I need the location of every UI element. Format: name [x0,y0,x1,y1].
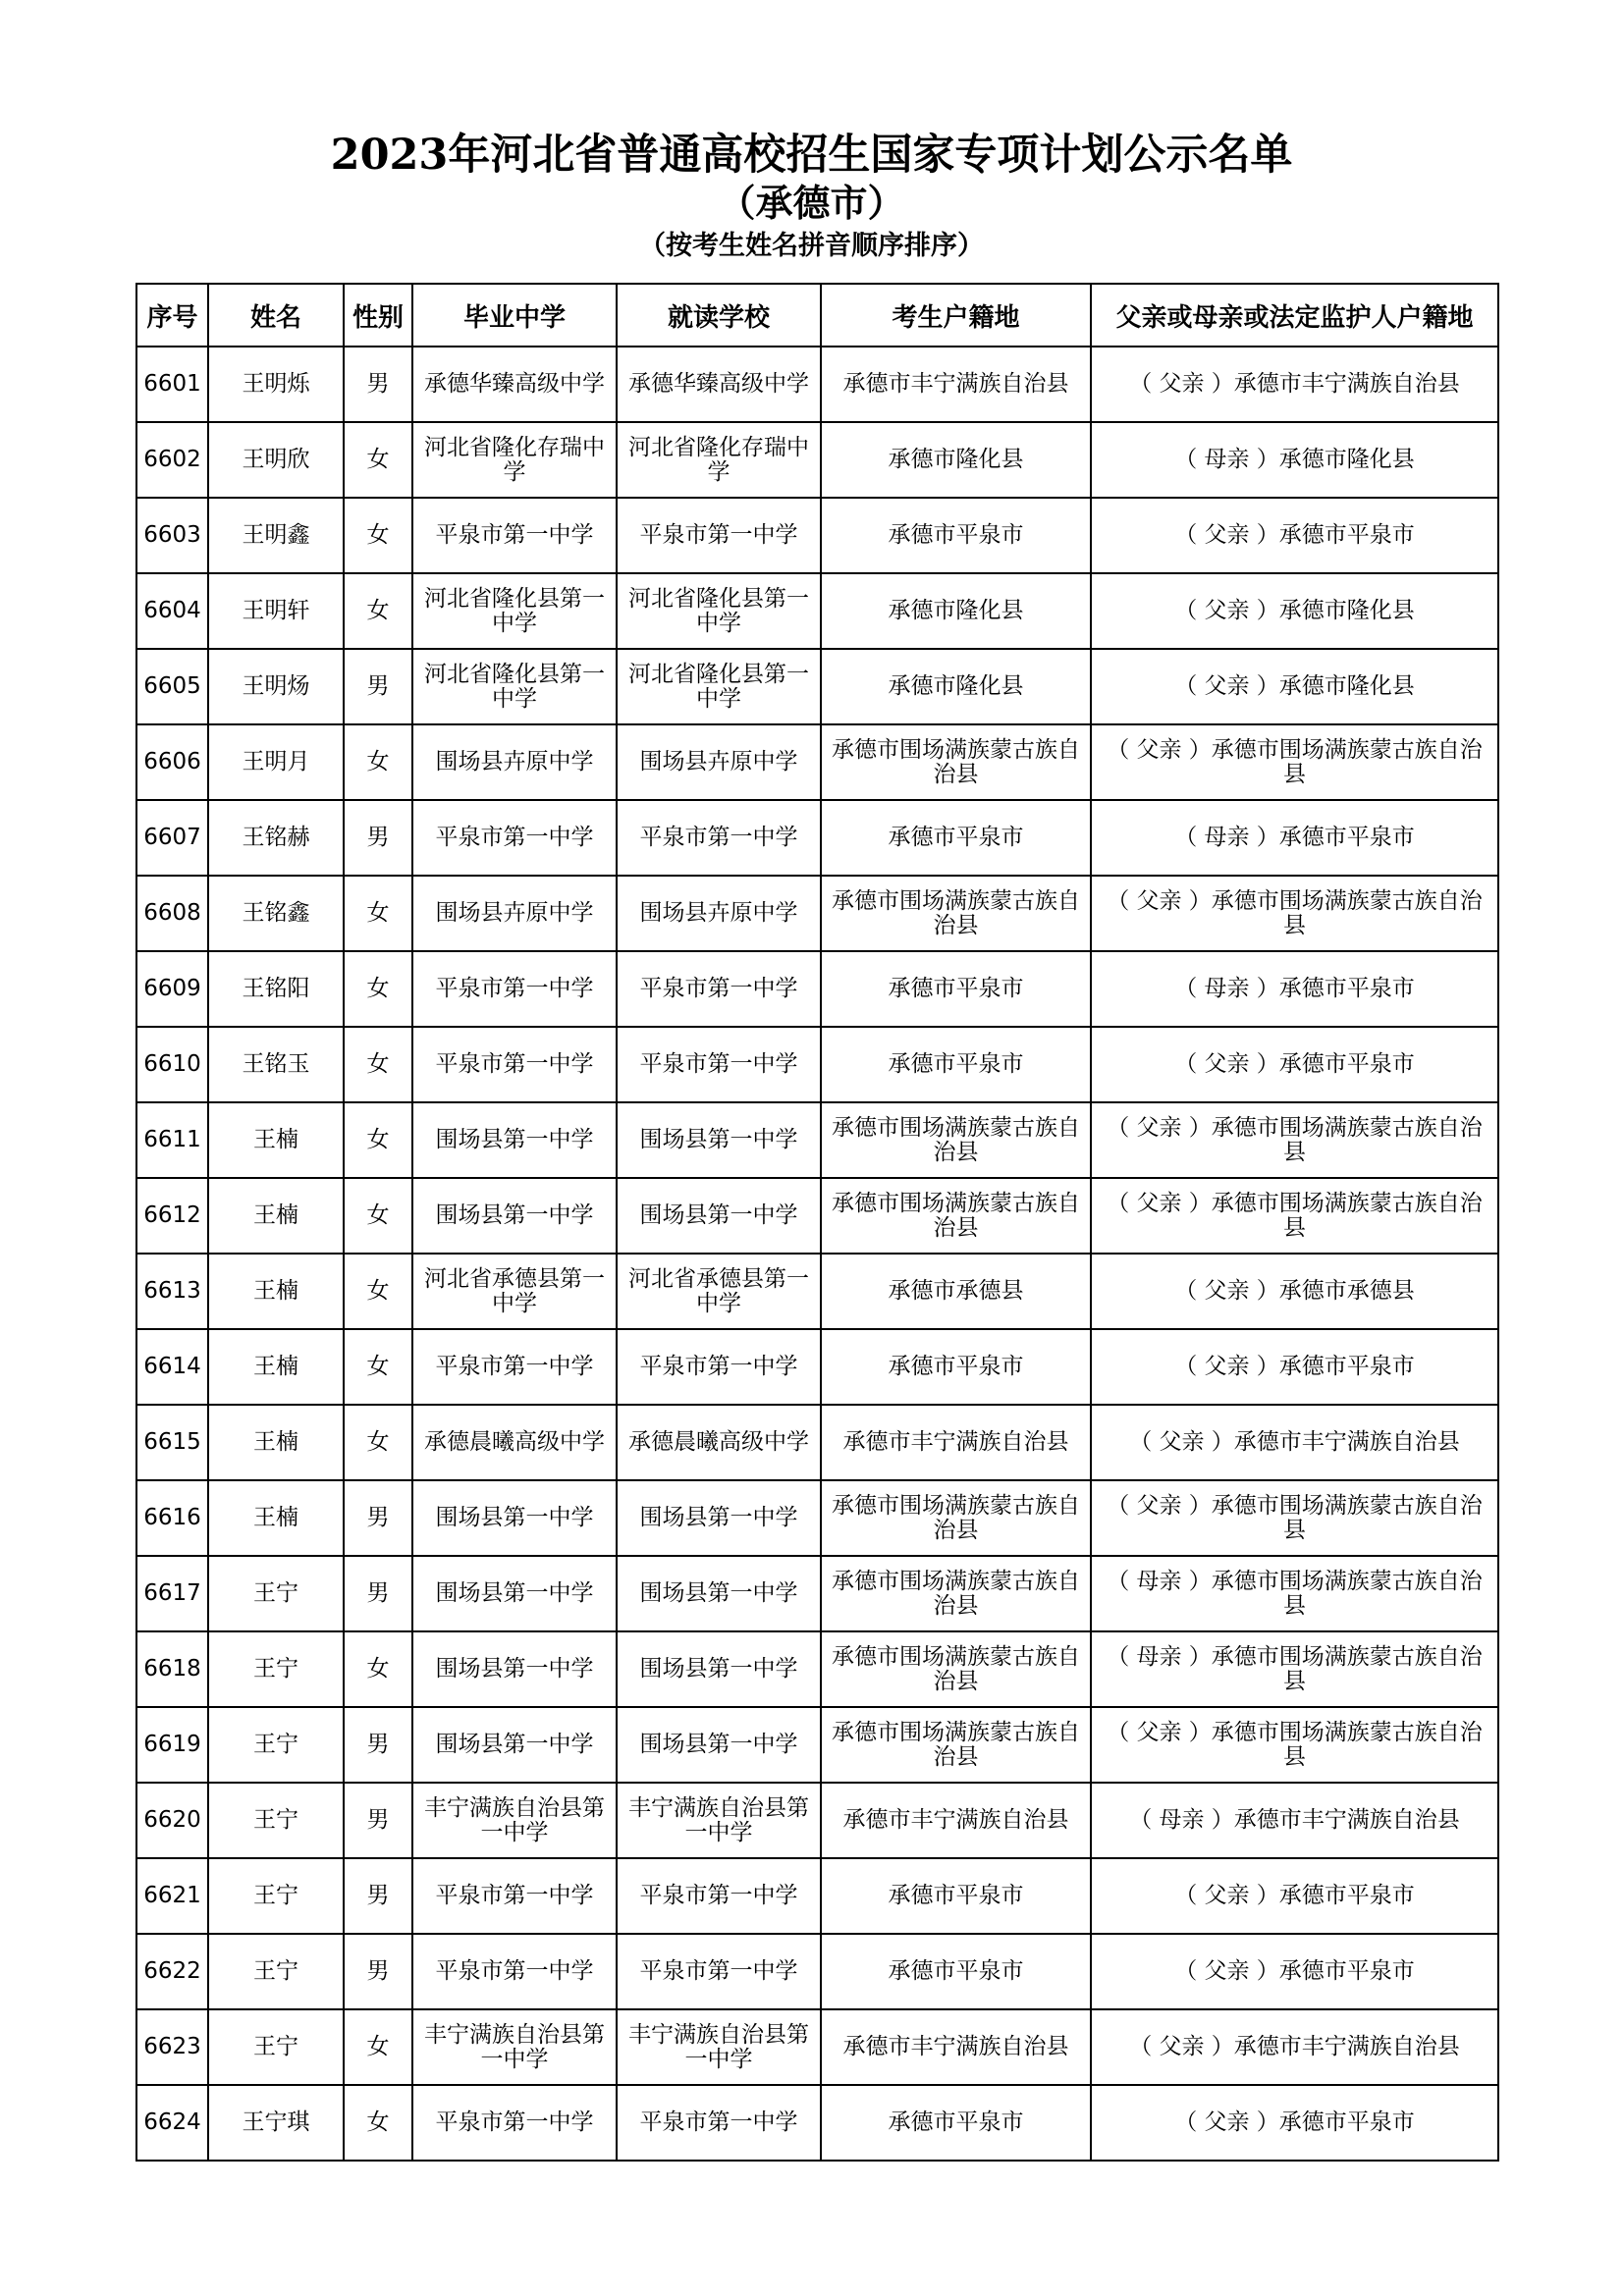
cell-no: 6608 [136,876,208,951]
cell-no: 6601 [136,347,208,422]
cell-guardian-residence: （ 父亲 ）承德市围场满族蒙古族自治县 [1091,1707,1498,1783]
cell-student-residence: 承德市平泉市 [821,1858,1091,1934]
cell-current-school: 平泉市第一中学 [617,1858,821,1934]
cell-student-residence: 承德市围场满族蒙古族自治县 [821,1102,1091,1178]
cell-current-school: 丰宁满族自治县第一中学 [617,2009,821,2085]
col-header-student-residence: 考生户籍地 [821,284,1091,347]
cell-no: 6606 [136,724,208,800]
cell-current-school: 河北省隆化县第一中学 [617,573,821,649]
cell-graduated-school: 平泉市第一中学 [412,1329,617,1405]
table-row [136,1405,1498,1480]
cell-name: 王楠 [208,1480,344,1556]
cell-guardian-residence: （ 母亲 ）承德市平泉市 [1091,951,1498,1027]
cell-current-school: 承德华臻高级中学 [617,347,821,422]
cell-current-school: 平泉市第一中学 [617,1027,821,1102]
cell-name: 王楠 [208,1254,344,1329]
cell-current-school: 围场县第一中学 [617,1631,821,1707]
cell-student-residence: 承德市围场满族蒙古族自治县 [821,1178,1091,1254]
cell-guardian-residence: （ 母亲 ）承德市丰宁满族自治县 [1091,1783,1498,1858]
cell-gender: 女 [344,1178,412,1254]
cell-guardian-residence: （ 父亲 ）承德市承德县 [1091,1254,1498,1329]
cell-graduated-school: 平泉市第一中学 [412,1934,617,2009]
cell-student-residence: 承德市平泉市 [821,800,1091,876]
cell-no: 6617 [136,1556,208,1631]
cell-no: 6603 [136,498,208,573]
cell-gender: 男 [344,1783,412,1858]
cell-no: 6619 [136,1707,208,1783]
cell-graduated-school: 围场县卉原中学 [412,876,617,951]
cell-name: 王宁 [208,2009,344,2085]
cell-no: 6610 [136,1027,208,1102]
cell-name: 王铭玉 [208,1027,344,1102]
cell-guardian-residence: （ 父亲 ）承德市平泉市 [1091,1027,1498,1102]
cell-graduated-school: 丰宁满族自治县第一中学 [412,2009,617,2085]
cell-name: 王楠 [208,1405,344,1480]
cell-student-residence: 承德市围场满族蒙古族自治县 [821,1631,1091,1707]
cell-gender: 女 [344,2085,412,2161]
cell-guardian-residence: （ 父亲 ）承德市平泉市 [1091,1858,1498,1934]
cell-graduated-school: 围场县第一中学 [412,1178,617,1254]
document-header [0,130,1623,265]
cell-graduated-school: 围场县第一中学 [412,1102,617,1178]
table-row [136,951,1498,1027]
cell-gender: 女 [344,422,412,498]
cell-graduated-school: 平泉市第一中学 [412,2085,617,2161]
roster-table [135,283,1499,2162]
cell-no: 6615 [136,1405,208,1480]
table-row [136,1254,1498,1329]
cell-gender: 男 [344,800,412,876]
cell-current-school: 围场县第一中学 [617,1102,821,1178]
cell-gender: 女 [344,1329,412,1405]
cell-graduated-school: 平泉市第一中学 [412,1027,617,1102]
cell-current-school: 平泉市第一中学 [617,800,821,876]
cell-name: 王明月 [208,724,344,800]
cell-graduated-school: 河北省隆化县第一中学 [412,649,617,724]
cell-name: 王宁琪 [208,2085,344,2161]
cell-no: 6620 [136,1783,208,1858]
cell-guardian-residence: （ 父亲 ）承德市平泉市 [1091,2085,1498,2161]
cell-no: 6607 [136,800,208,876]
cell-gender: 女 [344,573,412,649]
cell-name: 王明轩 [208,573,344,649]
cell-current-school: 承德晨曦高级中学 [617,1405,821,1480]
cell-name: 王宁 [208,1783,344,1858]
cell-guardian-residence: （ 父亲 ）承德市丰宁满族自治县 [1091,1405,1498,1480]
cell-student-residence: 承德市平泉市 [821,498,1091,573]
cell-student-residence: 承德市丰宁满族自治县 [821,1405,1091,1480]
cell-name: 王楠 [208,1329,344,1405]
cell-name: 王明烁 [208,347,344,422]
cell-gender: 女 [344,1405,412,1480]
cell-current-school: 围场县第一中学 [617,1178,821,1254]
cell-graduated-school: 河北省隆化县第一中学 [412,573,617,649]
cell-student-residence: 承德市平泉市 [821,2085,1091,2161]
cell-guardian-residence: （ 父亲 ）承德市隆化县 [1091,649,1498,724]
cell-guardian-residence: （ 母亲 ）承德市隆化县 [1091,422,1498,498]
cell-no: 6621 [136,1858,208,1934]
cell-gender: 男 [344,649,412,724]
col-header-gender: 性别 [344,284,412,347]
cell-current-school: 丰宁满族自治县第一中学 [617,1783,821,1858]
cell-current-school: 围场县卉原中学 [617,724,821,800]
cell-no: 6624 [136,2085,208,2161]
cell-current-school: 平泉市第一中学 [617,2085,821,2161]
cell-guardian-residence: （ 母亲 ）承德市围场满族蒙古族自治县 [1091,1631,1498,1707]
document-title: 2023年河北省普通高校招生国家专项计划公示名单 [330,131,1293,180]
col-header-current-school: 就读学校 [617,284,821,347]
cell-guardian-residence: （ 父亲 ）承德市围场满族蒙古族自治县 [1091,1178,1498,1254]
cell-graduated-school: 平泉市第一中学 [412,951,617,1027]
cell-gender: 男 [344,1707,412,1783]
table-row [136,573,1498,649]
sort-note: （按考生姓名拼音顺序排序） [639,231,984,261]
cell-gender: 男 [344,1858,412,1934]
col-header-graduated-school: 毕业中学 [412,284,617,347]
table-row [136,649,1498,724]
cell-guardian-residence: （ 父亲 ）承德市平泉市 [1091,1934,1498,2009]
cell-student-residence: 承德市平泉市 [821,1329,1091,1405]
cell-guardian-residence: （ 母亲 ）承德市平泉市 [1091,800,1498,876]
table-row [136,724,1498,800]
cell-current-school: 平泉市第一中学 [617,1934,821,2009]
cell-graduated-school: 围场县第一中学 [412,1556,617,1631]
cell-no: 6605 [136,649,208,724]
table-row [136,347,1498,422]
cell-no: 6623 [136,2009,208,2085]
cell-current-school: 平泉市第一中学 [617,951,821,1027]
cell-student-residence: 承德市围场满族蒙古族自治县 [821,876,1091,951]
cell-graduated-school: 河北省隆化存瑞中学 [412,422,617,498]
cell-name: 王宁 [208,1934,344,2009]
cell-name: 王宁 [208,1556,344,1631]
cell-graduated-school: 承德华臻高级中学 [412,347,617,422]
col-header-guardian-residence: 父亲或母亲或法定监护人户籍地 [1091,284,1498,347]
cell-graduated-school: 围场县第一中学 [412,1480,617,1556]
table-row [136,498,1498,573]
cell-guardian-residence: （ 父亲 ）承德市隆化县 [1091,573,1498,649]
cell-no: 6616 [136,1480,208,1556]
cell-gender: 女 [344,2009,412,2085]
cell-graduated-school: 围场县第一中学 [412,1631,617,1707]
cell-name: 王铭鑫 [208,876,344,951]
cell-student-residence: 承德市丰宁满族自治县 [821,2009,1091,2085]
cell-graduated-school: 围场县卉原中学 [412,724,617,800]
cell-current-school: 围场县第一中学 [617,1707,821,1783]
cell-graduated-school: 平泉市第一中学 [412,1858,617,1934]
cell-gender: 女 [344,724,412,800]
cell-current-school: 河北省承德县第一中学 [617,1254,821,1329]
cell-gender: 女 [344,1254,412,1329]
cell-student-residence: 承德市隆化县 [821,422,1091,498]
cell-gender: 男 [344,1556,412,1631]
cell-student-residence: 承德市丰宁满族自治县 [821,1783,1091,1858]
cell-name: 王明炀 [208,649,344,724]
cell-guardian-residence: （ 父亲 ）承德市丰宁满族自治县 [1091,2009,1498,2085]
cell-no: 6613 [136,1254,208,1329]
cell-student-residence: 承德市平泉市 [821,1934,1091,2009]
cell-graduated-school: 承德晨曦高级中学 [412,1405,617,1480]
cell-name: 王楠 [208,1102,344,1178]
cell-name: 王宁 [208,1858,344,1934]
cell-guardian-residence: （ 父亲 ）承德市围场满族蒙古族自治县 [1091,876,1498,951]
cell-gender: 女 [344,1631,412,1707]
table-row [136,1783,1498,1858]
table-row [136,1631,1498,1707]
cell-student-residence: 承德市围场满族蒙古族自治县 [821,1707,1091,1783]
cell-student-residence: 承德市隆化县 [821,573,1091,649]
table-row [136,1858,1498,1934]
cell-name: 王楠 [208,1178,344,1254]
cell-student-residence: 承德市围场满族蒙古族自治县 [821,1556,1091,1631]
roster-body [136,347,1498,2161]
cell-guardian-residence: （ 父亲 ）承德市围场满族蒙古族自治县 [1091,724,1498,800]
cell-name: 王明欣 [208,422,344,498]
cell-current-school: 平泉市第一中学 [617,1329,821,1405]
cell-student-residence: 承德市平泉市 [821,951,1091,1027]
table-row [136,1707,1498,1783]
cell-gender: 男 [344,347,412,422]
table-row [136,1329,1498,1405]
cell-guardian-residence: （ 父亲 ）承德市丰宁满族自治县 [1091,347,1498,422]
table-row [136,876,1498,951]
cell-current-school: 围场县第一中学 [617,1480,821,1556]
cell-name: 王宁 [208,1631,344,1707]
cell-gender: 女 [344,876,412,951]
col-header-no: 序号 [136,284,208,347]
cell-student-residence: 承德市围场满族蒙古族自治县 [821,724,1091,800]
table-row [136,1178,1498,1254]
cell-guardian-residence: （ 父亲 ）承德市围场满族蒙古族自治县 [1091,1102,1498,1178]
cell-gender: 男 [344,1480,412,1556]
cell-gender: 女 [344,1027,412,1102]
table-row [136,1934,1498,2009]
table-row [136,800,1498,876]
cell-current-school: 围场县第一中学 [617,1556,821,1631]
cell-graduated-school: 围场县第一中学 [412,1707,617,1783]
cell-no: 6614 [136,1329,208,1405]
cell-no: 6609 [136,951,208,1027]
cell-student-residence: 承德市隆化县 [821,649,1091,724]
cell-graduated-school: 平泉市第一中学 [412,498,617,573]
cell-graduated-school: 河北省承德县第一中学 [412,1254,617,1329]
cell-no: 6612 [136,1178,208,1254]
col-header-name: 姓名 [208,284,344,347]
cell-no: 6611 [136,1102,208,1178]
cell-graduated-school: 丰宁满族自治县第一中学 [412,1783,617,1858]
cell-guardian-residence: （ 父亲 ）承德市平泉市 [1091,1329,1498,1405]
cell-student-residence: 承德市平泉市 [821,1027,1091,1102]
table-row [136,1556,1498,1631]
cell-gender: 女 [344,951,412,1027]
table-row [136,422,1498,498]
cell-student-residence: 承德市承德县 [821,1254,1091,1329]
table-header-row [136,284,1498,347]
cell-gender: 女 [344,1102,412,1178]
cell-current-school: 河北省隆化存瑞中学 [617,422,821,498]
cell-current-school: 河北省隆化县第一中学 [617,649,821,724]
cell-name: 王铭赫 [208,800,344,876]
cell-name: 王明鑫 [208,498,344,573]
cell-student-residence: 承德市围场满族蒙古族自治县 [821,1480,1091,1556]
cell-student-residence: 承德市丰宁满族自治县 [821,347,1091,422]
cell-name: 王铭阳 [208,951,344,1027]
cell-guardian-residence: （ 母亲 ）承德市围场满族蒙古族自治县 [1091,1556,1498,1631]
table-row [136,2085,1498,2161]
cell-guardian-residence: （ 父亲 ）承德市平泉市 [1091,498,1498,573]
cell-gender: 男 [344,1934,412,2009]
cell-guardian-residence: （ 父亲 ）承德市围场满族蒙古族自治县 [1091,1480,1498,1556]
cell-current-school: 平泉市第一中学 [617,498,821,573]
cell-name: 王宁 [208,1707,344,1783]
cell-current-school: 围场县卉原中学 [617,876,821,951]
table-row [136,1480,1498,1556]
table-row [136,1027,1498,1102]
document-subtitle: （承德市） [718,181,905,225]
cell-graduated-school: 平泉市第一中学 [412,800,617,876]
cell-no: 6618 [136,1631,208,1707]
cell-no: 6602 [136,422,208,498]
table-row [136,1102,1498,1178]
cell-gender: 女 [344,498,412,573]
cell-no: 6604 [136,573,208,649]
cell-no: 6622 [136,1934,208,2009]
table-row [136,2009,1498,2085]
